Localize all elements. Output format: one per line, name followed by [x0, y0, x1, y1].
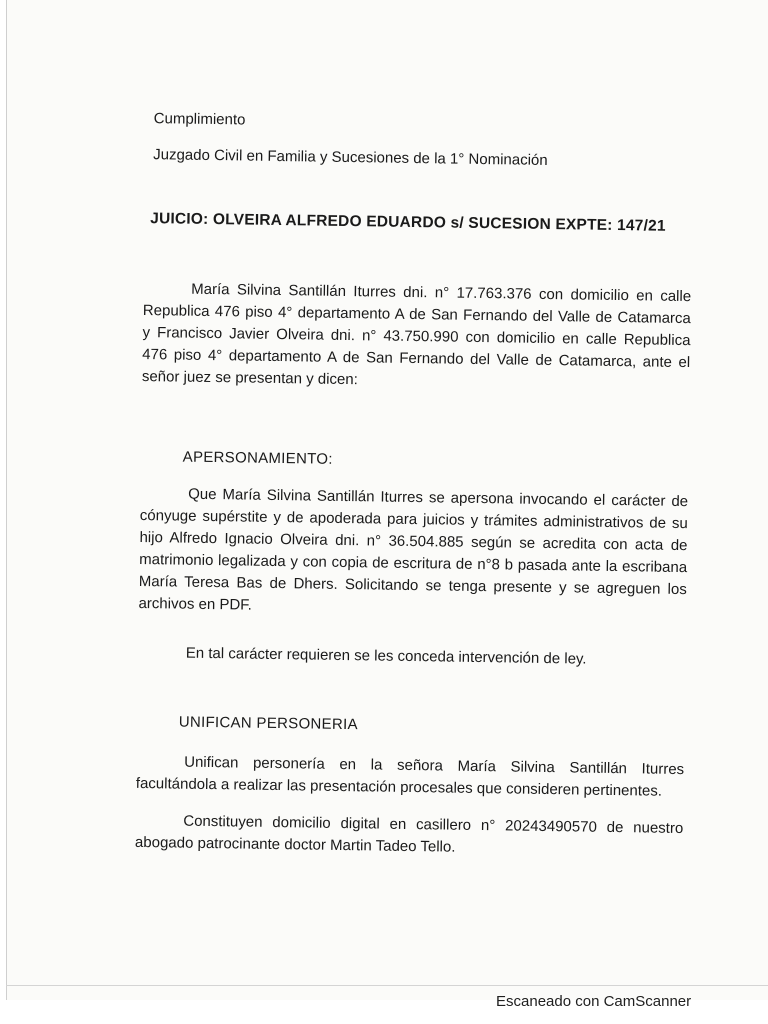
apersonamiento-line: archivos en PDF. [138, 594, 253, 614]
apersonamiento-heading: APERSONAMIENTO: [182, 448, 333, 468]
unifican-line: facultándola a realizar las presentación procesales que consideren pertinentes. [135, 774, 663, 800]
unifican-heading: UNIFICAN PERSONERIA [178, 713, 358, 734]
intro-paragraph [142, 278, 692, 396]
page-edge [6, 985, 768, 986]
camscanner-watermark: Escaneado con CamScanner [496, 993, 692, 1010]
apersonamiento-paragraph [138, 483, 688, 623]
intro-line: señor juez se presentan y dicen: [141, 367, 358, 389]
domicilio-line: Constituyen domicilio digital en casillero n° 20243490570 de nuestro [183, 812, 684, 838]
intervention-paragraph: En tal carácter requieren se les conceda intervención de ley. [185, 644, 587, 668]
apersonamiento-line: matrimonio legalizada y con copia de escritura de n°8 b pasada ante la escribana [139, 550, 688, 577]
apersonamiento-line: Que María Silvina Santillán Iturres se apersona invocando el carácter de [188, 485, 689, 511]
apersonamiento-line: María Teresa Bas de Dhers. Solicitando se tenga presente y se agreguen los [138, 572, 687, 599]
apersonamiento-line: hijo Alfredo Ignacio Olveira dni. n° 36.504.885 según se acredita con acta de [139, 528, 688, 555]
header-juzgado: Juzgado Civil en Familia y Sucesiones de la 1° Nominación [153, 146, 548, 169]
domicilio-paragraph [135, 810, 684, 862]
intro-line: Republica 476 piso 4° departamento A de San Fernando del Valle de Catamarca [142, 301, 691, 328]
domicilio-line: abogado patrocinante doctor Martin Tadeo Tello. [134, 833, 456, 856]
header-cumplimiento: Cumplimiento [153, 110, 246, 129]
case-title: JUICIO: OLVEIRA ALFREDO EDUARDO s/ SUCESION EXPTE: 147/21 [150, 210, 666, 235]
intro-line: María Silvina Santillán Iturres dni. n° 17.763.376 con domicilio en calle [191, 280, 692, 306]
apersonamiento-line: cónyuge supérstite y de apoderada para juicios y trámites administrativos de su [139, 506, 688, 533]
unifican-paragraph [136, 751, 685, 803]
unifican-line: Unifican personería en la señora María Silvina Santillán Iturres [184, 753, 685, 779]
intro-line: 476 piso 4° departamento A de San Fernando del Valle de Catamarca, ante el [142, 345, 691, 372]
intro-line: y Francisco Javier Olveira dni. n° 43.750.990 con domicilio en calle Republica [142, 323, 691, 350]
